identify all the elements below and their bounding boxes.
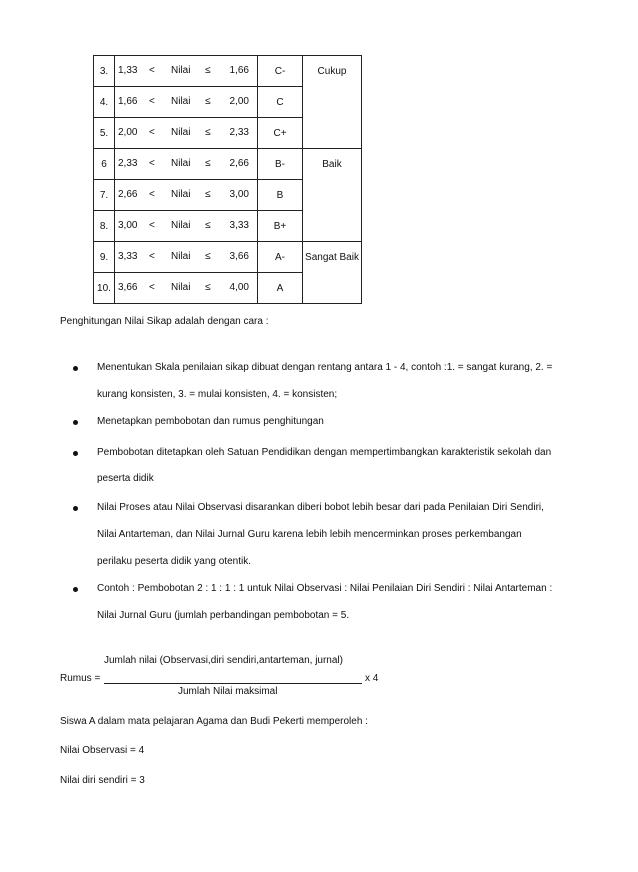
value-range: [115, 87, 258, 118]
less-than-sign: <: [149, 189, 155, 200]
less-than-sign: <: [149, 251, 155, 262]
upper-bound: 4,00: [229, 282, 249, 293]
grade-cell: A: [258, 273, 303, 304]
bullet-icon: [73, 587, 78, 592]
less-equal-sign: ≤: [205, 282, 211, 293]
upper-bound: 2,33: [229, 127, 249, 138]
value-label: Nilai: [171, 189, 191, 200]
list-item-line: Nilai Proses atau Nilai Observasi disarankan diberi bobot lebih besar dari pada Penilaian Diri Sendiri,: [97, 502, 544, 513]
less-equal-sign: ≤: [205, 65, 211, 76]
bullet-icon: [73, 451, 78, 456]
value-range: [115, 149, 258, 180]
predicate-cell: Sangat Baik: [303, 242, 362, 304]
predicate-cell: Cukup: [303, 56, 362, 149]
example-line: Nilai Observasi = 4: [60, 745, 145, 756]
less-than-sign: <: [149, 127, 155, 138]
bullet-icon: [73, 366, 78, 371]
row-number: 6: [94, 149, 115, 180]
lower-bound: 3,00: [118, 220, 138, 231]
grade-cell: C: [258, 87, 303, 118]
upper-bound: 3,00: [229, 189, 249, 200]
upper-bound: 3,66: [229, 251, 249, 262]
grade-cell: A-: [258, 242, 303, 273]
bullet-icon: [73, 420, 78, 425]
lower-bound: 2,33: [118, 158, 138, 169]
value-range: [115, 242, 258, 273]
grade-cell: B-: [258, 149, 303, 180]
value-label: Nilai: [171, 282, 191, 293]
formula-prefix: Rumus =: [60, 673, 101, 684]
less-equal-sign: ≤: [205, 158, 211, 169]
list-item-line: Nilai Antarteman, dan Nilai Jurnal Guru karena lebih lebih mencerminkan proses perkembangan: [97, 529, 522, 540]
value-label: Nilai: [171, 127, 191, 138]
grade-cell: B+: [258, 211, 303, 242]
row-number: 10.: [94, 273, 115, 304]
less-equal-sign: ≤: [205, 96, 211, 107]
list-item-line: Pembobotan ditetapkan oleh Satuan Pendidikan dengan mempertimbangkan karakteristik sekolah dan: [97, 447, 552, 458]
example-intro: Siswa A dalam mata pelajaran Agama dan Budi Pekerti memperoleh :: [60, 716, 368, 727]
value-label: Nilai: [171, 96, 191, 107]
row-number: 4.: [94, 87, 115, 118]
list-item-line: Nilai Jurnal Guru (jumlah perbandingan pembobotan = 5.: [97, 610, 350, 621]
value-label: Nilai: [171, 251, 191, 262]
value-range: [115, 180, 258, 211]
row-number: 5.: [94, 118, 115, 149]
formula-numerator: Jumlah nilai (Observasi,diri sendiri,antarteman, jurnal): [104, 655, 343, 666]
example-line: Nilai diri sendiri = 3: [60, 775, 145, 786]
list-item-line: Menentukan Skala penilaian sikap dibuat dengan rentang antara 1 - 4, contoh :1. = sangat kurang, 2. =: [97, 362, 553, 373]
table-row: [94, 242, 362, 273]
row-number: 9.: [94, 242, 115, 273]
value-label: Nilai: [171, 65, 191, 76]
formula-suffix: x 4: [365, 673, 379, 684]
less-than-sign: <: [149, 65, 155, 76]
less-equal-sign: ≤: [205, 189, 211, 200]
fraction-bar: [104, 683, 362, 684]
value-label: Nilai: [171, 158, 191, 169]
upper-bound: 3,33: [229, 220, 249, 231]
list-item-line: perilaku peserta didik yang otentik.: [97, 556, 251, 567]
row-number: 7.: [94, 180, 115, 211]
list-item-line: Menetapkan pembobotan dan rumus penghitungan: [97, 416, 324, 427]
predicate-cell: Baik: [303, 149, 362, 242]
value-range: [115, 211, 258, 242]
table-row: [94, 149, 362, 180]
grade-table: [93, 55, 362, 304]
less-equal-sign: ≤: [205, 251, 211, 262]
formula-denominator: Jumlah Nilai maksimal: [178, 686, 278, 697]
lower-bound: 3,33: [118, 251, 138, 262]
lower-bound: 2,66: [118, 189, 138, 200]
less-than-sign: <: [149, 158, 155, 169]
row-number: 3.: [94, 56, 115, 87]
upper-bound: 2,00: [229, 96, 249, 107]
grade-cell: B: [258, 180, 303, 211]
less-than-sign: <: [149, 96, 155, 107]
value-range: [115, 56, 258, 87]
value-label: Nilai: [171, 220, 191, 231]
bullet-icon: [73, 506, 78, 511]
upper-bound: 1,66: [229, 65, 249, 76]
value-range: [115, 118, 258, 149]
list-item-line: peserta didik: [97, 473, 154, 484]
lower-bound: 1,33: [118, 65, 138, 76]
value-range: [115, 273, 258, 304]
intro-text: Penghitungan Nilai Sikap adalah dengan cara :: [60, 316, 269, 327]
upper-bound: 2,66: [229, 158, 249, 169]
row-number: 8.: [94, 211, 115, 242]
list-item-line: Contoh : Pembobotan 2 : 1 : 1 : 1 untuk Nilai Observasi : Nilai Penilaian Diri Sendiri : Nilai Antarteman :: [97, 583, 553, 594]
list-item-line: kurang konsisten, 3. = mulai konsisten, 4. = konsisten;: [97, 389, 338, 400]
less-equal-sign: ≤: [205, 127, 211, 138]
lower-bound: 3,66: [118, 282, 138, 293]
lower-bound: 2,00: [118, 127, 138, 138]
less-equal-sign: ≤: [205, 220, 211, 231]
grade-cell: C-: [258, 56, 303, 87]
less-than-sign: <: [149, 282, 155, 293]
table-row: [94, 56, 362, 87]
less-than-sign: <: [149, 220, 155, 231]
lower-bound: 1,66: [118, 96, 138, 107]
grade-cell: C+: [258, 118, 303, 149]
